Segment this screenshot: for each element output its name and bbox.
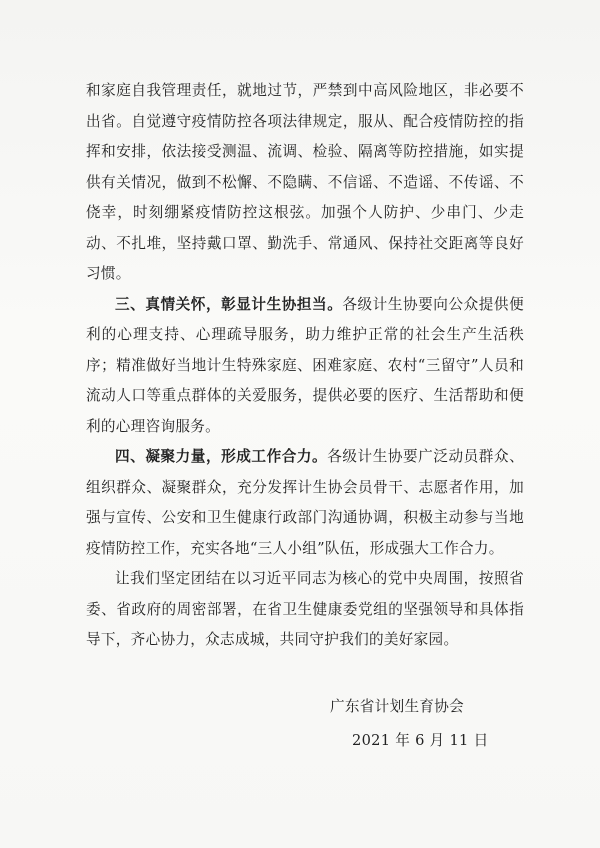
signature-block [330, 690, 520, 758]
section-three-text: 各级计生协要向公众提供便利的心理支持、心理疏导服务，助力维护正常的社会生产生活秩序；精准做好当地计生特殊家庭、困难家庭、农村“三留守”人员和流动人口等重点群体的关爱服务，提供必要的医疗、生活帮助和便利的心理咨询服务。 [86, 295, 524, 435]
closing-paragraph: 让我们坚定团结在以习近平同志为核心的党中央周围，按照省委、省政府的周密部署，在省卫生健康委党组的坚强领导和具体指导下，齐心协力，众志成城，共同守护我们的美好家园。 [86, 570, 524, 648]
document-body [86, 76, 524, 656]
section-four-text: 各级计生协要广泛动员群众、组织群众、凝聚群众，充分发挥计生协会员骨干、志愿者作用，加强与宣传、公安和卫生健康行政部门沟通协调，积极主动参与当地疫情防控工作，充实各地“三人小组”队伍，形成强大工作合力。 [86, 448, 525, 557]
signature-organization: 广东省计划生育协会 [330, 698, 465, 715]
continuation-paragraph: 和家庭自我管理责任，就地过节，严禁到中高风险地区，非必要不出省。自觉遵守疫情防控各项法律规定，服从、配合疫情防控的指挥和安排，依法接受测温、流调、检验、隔离等防控措施，如实提供有关情况，做到不松懈、不隐瞒、不信谣、不造谣、不传谣、不侥幸，时刻绷紧疫情防控这根弦。加强个人防护、少串门、少走动、不扎堆，坚持戴口罩、勤洗手、常通风、保持社交距离等良好习惯。 [86, 82, 524, 282]
signature-date: 2021 年 6 月 11 日 [352, 732, 489, 749]
section-three-paragraph [86, 290, 524, 443]
section-four-heading: 四、凝聚力量，形成工作合力。 [115, 448, 328, 465]
section-four-paragraph [86, 442, 524, 564]
section-three-heading: 三、真情关怀，彰显计生协担当。 [115, 295, 343, 313]
